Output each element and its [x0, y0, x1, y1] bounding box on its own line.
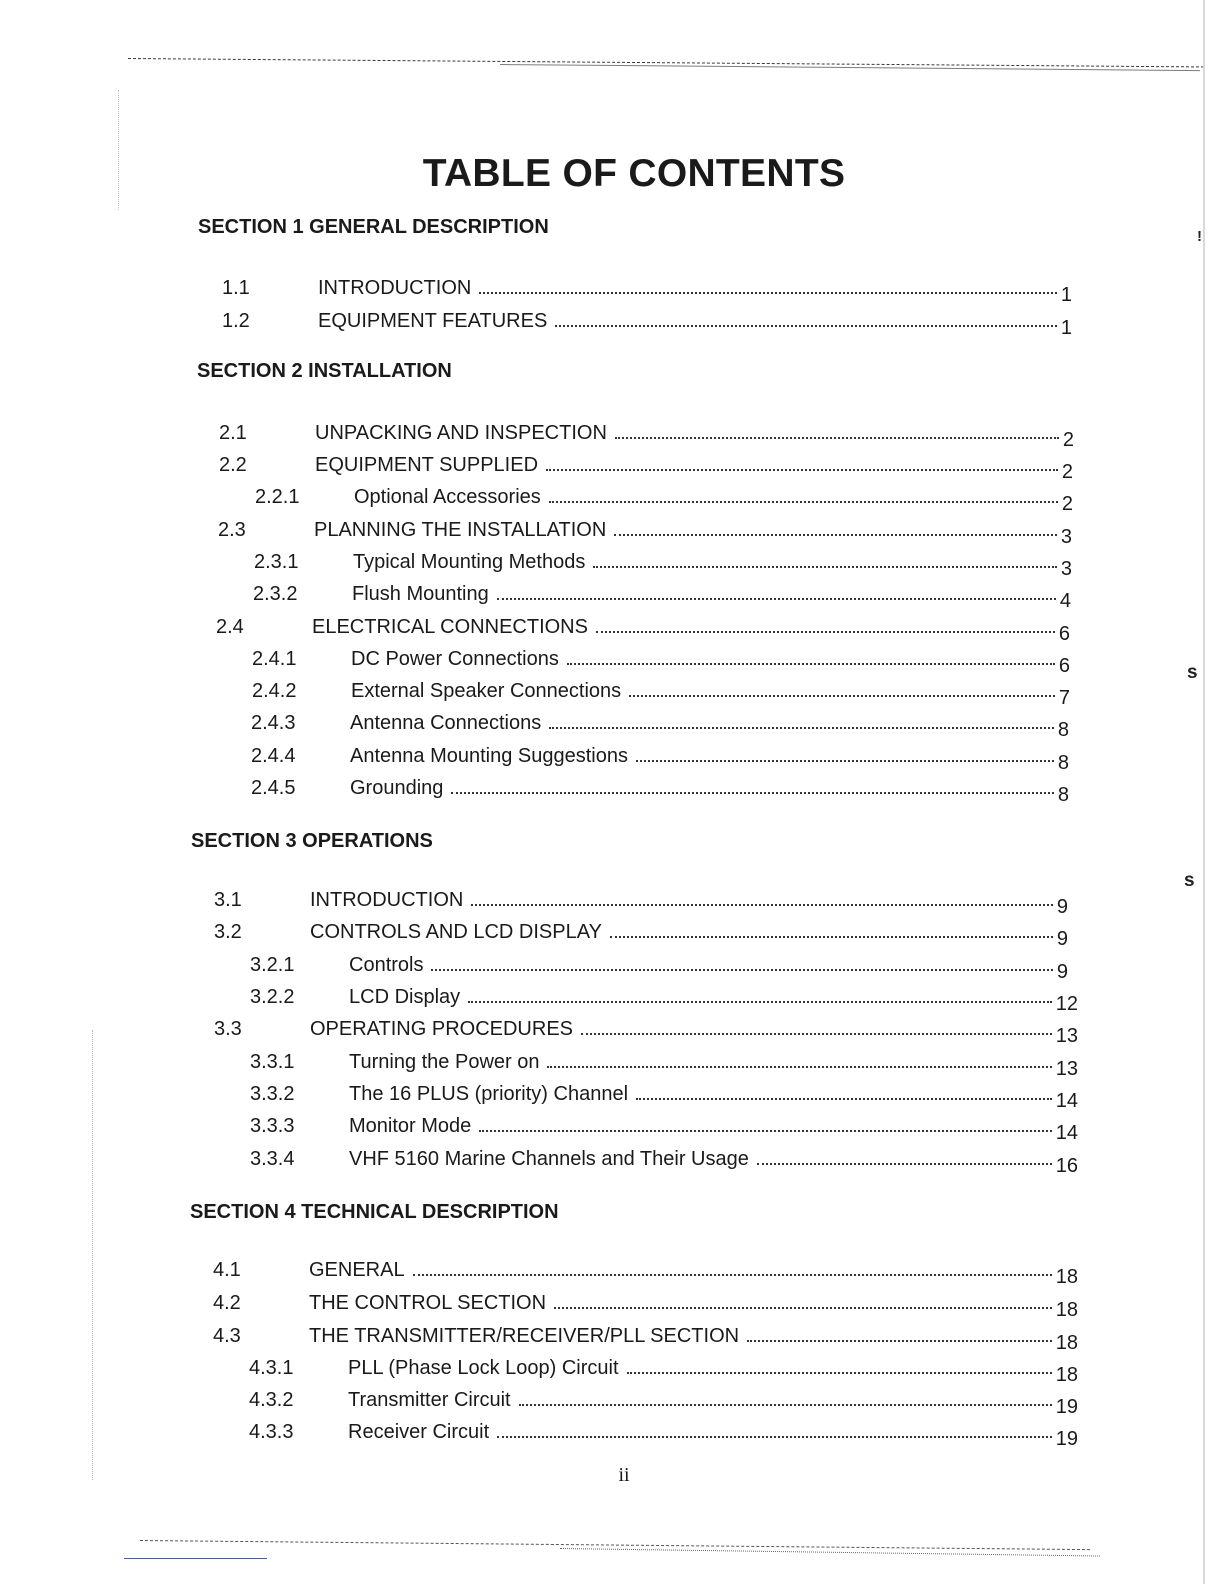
- entry-page: 13: [1055, 1025, 1078, 1047]
- entry-page: 6: [1058, 655, 1070, 677]
- entry-title: CONTROLS AND LCD DISPLAY: [310, 921, 602, 943]
- section-heading: SECTION 4 TECHNICAL DESCRIPTION: [190, 1201, 559, 1223]
- section-heading: SECTION 2 INSTALLATION: [197, 360, 452, 382]
- toc-entry[interactable]: [249, 1386, 1078, 1418]
- toc-entry[interactable]: [249, 1354, 1078, 1386]
- entry-title: Optional Accessories: [354, 486, 541, 508]
- toc-entry[interactable]: [252, 645, 1070, 677]
- dot-leader: [497, 1436, 1052, 1438]
- entry-page: 2: [1061, 493, 1073, 515]
- entry-number: 3.3.1: [250, 1051, 295, 1073]
- entry-title: INTRODUCTION: [318, 277, 472, 299]
- entry-number: 3.1: [214, 889, 242, 911]
- entry-title: The 16 PLUS (priority) Channel: [349, 1083, 629, 1105]
- entry-page: 13: [1055, 1058, 1078, 1080]
- entry-title: Antenna Mounting Suggestions: [350, 745, 628, 767]
- entry-number: 3.3.3: [250, 1115, 295, 1137]
- dot-leader: [747, 1340, 1052, 1342]
- entry-title: PLANNING THE INSTALLATION: [314, 519, 607, 541]
- entry-page: 6: [1058, 623, 1070, 645]
- toc-entry[interactable]: [255, 483, 1073, 515]
- edge-mark-s-1: s: [1187, 662, 1198, 683]
- entry-page: 18: [1055, 1266, 1078, 1288]
- toc-entry[interactable]: [251, 709, 1069, 741]
- entry-page: 12: [1055, 993, 1078, 1015]
- entry-page: 1: [1060, 317, 1072, 339]
- entry-page: 19: [1055, 1396, 1078, 1418]
- dot-leader: [471, 904, 1053, 906]
- dot-leader: [479, 1130, 1051, 1132]
- dot-leader: [567, 663, 1055, 665]
- dot-leader: [555, 325, 1057, 327]
- entry-title: External Speaker Connections: [351, 680, 622, 702]
- page-title: TABLE OF CONTENTS: [422, 152, 846, 195]
- toc-entry[interactable]: [214, 918, 1068, 950]
- entry-title: GENERAL: [309, 1259, 405, 1281]
- toc-entry[interactable]: [250, 1112, 1078, 1144]
- entry-page: 9: [1056, 896, 1068, 918]
- scan-artifact-blue-rule: [124, 1558, 267, 1559]
- entry-page: 14: [1055, 1090, 1078, 1112]
- toc-entry[interactable]: [214, 1015, 1078, 1047]
- toc-entry[interactable]: [213, 1289, 1078, 1321]
- toc-entry[interactable]: [253, 580, 1071, 612]
- entry-page: 7: [1058, 687, 1070, 709]
- entry-number: 2.4.5: [251, 777, 296, 799]
- scan-artifact-margin: [92, 1030, 103, 1480]
- entry-title: Controls: [349, 954, 424, 976]
- entry-title: OPERATING PROCEDURES: [310, 1018, 573, 1040]
- entry-page: 9: [1056, 928, 1068, 950]
- entry-number: 2.2: [219, 454, 247, 476]
- entry-number: 2.4.3: [251, 712, 296, 734]
- entry-number: 4.1: [213, 1259, 241, 1281]
- dot-leader: [610, 936, 1053, 938]
- entry-title: Monitor Mode: [349, 1115, 472, 1137]
- entry-page: 2: [1061, 461, 1073, 483]
- entry-title: ELECTRICAL CONNECTIONS: [312, 616, 588, 638]
- dot-leader: [497, 598, 1056, 600]
- entry-page: 9: [1056, 961, 1068, 983]
- entry-title: Antenna Connections: [350, 712, 542, 734]
- entry-page: 18: [1055, 1364, 1078, 1386]
- toc-entry[interactable]: [219, 451, 1073, 483]
- entry-page: 8: [1057, 784, 1069, 806]
- entry-page: 14: [1055, 1122, 1078, 1144]
- dot-leader: [451, 792, 1053, 794]
- dot-leader: [636, 1098, 1052, 1100]
- entry-title: THE TRANSMITTER/RECEIVER/PLL SECTION: [309, 1325, 740, 1347]
- entry-number: 2.4.4: [251, 745, 296, 767]
- toc-entry[interactable]: [250, 951, 1068, 983]
- entry-number: 2.2.1: [255, 486, 300, 508]
- entry-page: 19: [1055, 1428, 1078, 1450]
- entry-number: 4.3.1: [249, 1357, 294, 1379]
- dot-leader: [757, 1163, 1052, 1165]
- entry-number: 1.1: [222, 277, 250, 299]
- entry-number: 2.3: [218, 519, 246, 541]
- entry-page: 2: [1062, 429, 1074, 451]
- entry-number: 3.3.4: [250, 1148, 295, 1170]
- entry-number: 3.3.2: [250, 1083, 295, 1105]
- section-heading: SECTION 3 OPERATIONS: [191, 830, 433, 852]
- entry-page: 18: [1055, 1332, 1078, 1354]
- edge-mark-exclaim: !: [1197, 228, 1202, 245]
- dot-leader: [431, 969, 1052, 971]
- entry-number: 3.2.2: [250, 986, 295, 1008]
- toc-entry[interactable]: [222, 274, 1072, 306]
- entry-title: Typical Mounting Methods: [353, 551, 586, 573]
- dot-leader: [554, 1307, 1052, 1309]
- entry-number: 3.2: [214, 921, 242, 943]
- dot-leader: [596, 631, 1055, 633]
- section-heading: SECTION 1 GENERAL DESCRIPTION: [198, 216, 549, 238]
- toc-entry[interactable]: [249, 1418, 1078, 1450]
- dot-leader: [636, 760, 1054, 762]
- toc-entry[interactable]: [219, 419, 1074, 451]
- entry-page: 18: [1055, 1299, 1078, 1321]
- entry-title: EQUIPMENT SUPPLIED: [315, 454, 539, 476]
- toc-entry[interactable]: [250, 1048, 1078, 1080]
- entry-title: Transmitter Circuit: [348, 1389, 511, 1411]
- dot-leader: [629, 695, 1055, 697]
- dot-leader: [468, 1001, 1052, 1003]
- entry-number: 1.2: [222, 310, 250, 332]
- toc-entry[interactable]: [250, 983, 1078, 1015]
- dot-leader: [546, 469, 1058, 471]
- entry-number: 3.2.1: [250, 954, 295, 976]
- entry-number: 3.3: [214, 1018, 242, 1040]
- toc-entry[interactable]: [254, 548, 1072, 580]
- entry-number: 4.2: [213, 1292, 241, 1314]
- toc-entry[interactable]: [252, 677, 1070, 709]
- entry-title: Turning the Power on: [349, 1051, 540, 1073]
- dot-leader: [627, 1372, 1052, 1374]
- entry-number: 2.3.1: [254, 551, 299, 573]
- dot-leader: [547, 1066, 1051, 1068]
- dot-leader: [549, 501, 1058, 503]
- dot-leader: [519, 1404, 1052, 1406]
- dot-leader: [549, 727, 1054, 729]
- entry-page: 4: [1059, 590, 1071, 612]
- entry-number: 4.3.2: [249, 1389, 294, 1411]
- toc-entry[interactable]: [213, 1322, 1078, 1354]
- entry-title: THE CONTROL SECTION: [309, 1292, 547, 1314]
- entry-page: 1: [1060, 284, 1072, 306]
- entry-title: DC Power Connections: [351, 648, 559, 670]
- entry-title: Flush Mounting: [352, 583, 489, 605]
- toc-entry[interactable]: [218, 516, 1072, 548]
- toc-entry[interactable]: [214, 886, 1068, 918]
- entry-title: VHF 5160 Marine Channels and Their Usage: [349, 1148, 749, 1170]
- entry-page: 8: [1057, 752, 1069, 774]
- entry-title: UNPACKING AND INSPECTION: [315, 422, 607, 444]
- entry-number: 4.3.3: [249, 1421, 294, 1443]
- entry-page: 16: [1055, 1155, 1078, 1177]
- entry-number: 4.3: [213, 1325, 241, 1347]
- entry-title: Receiver Circuit: [348, 1421, 490, 1443]
- entry-title: EQUIPMENT FEATURES: [318, 310, 548, 332]
- toc-entry[interactable]: [251, 742, 1069, 774]
- entry-title: LCD Display: [349, 986, 461, 1008]
- entry-page: 3: [1060, 526, 1072, 548]
- dot-leader: [581, 1033, 1052, 1035]
- entry-number: 2.4.1: [252, 648, 297, 670]
- page-number: ii: [618, 1464, 630, 1486]
- toc-entry[interactable]: [213, 1256, 1078, 1288]
- entry-title: INTRODUCTION: [310, 889, 464, 911]
- toc-entry[interactable]: [216, 613, 1070, 645]
- dot-leader: [413, 1274, 1052, 1276]
- entry-number: 2.1: [219, 422, 247, 444]
- edge-mark-s-2: s: [1184, 870, 1195, 891]
- entry-page: 8: [1057, 719, 1069, 741]
- entry-number: 2.4.2: [252, 680, 297, 702]
- toc-entry[interactable]: [250, 1080, 1078, 1112]
- entry-number: 2.4: [216, 616, 244, 638]
- dot-leader: [614, 534, 1057, 536]
- toc-entry[interactable]: [250, 1145, 1078, 1177]
- entry-page: 3: [1060, 558, 1072, 580]
- entry-number: 2.3.2: [253, 583, 298, 605]
- dot-leader: [479, 292, 1057, 294]
- toc-entry[interactable]: [251, 774, 1069, 806]
- dot-leader: [615, 437, 1059, 439]
- toc-entry[interactable]: [222, 307, 1072, 339]
- entry-title: PLL (Phase Lock Loop) Circuit: [348, 1357, 619, 1379]
- entry-title: Grounding: [350, 777, 444, 799]
- scan-artifact-right-edge: [1203, 0, 1205, 1584]
- dot-leader: [593, 566, 1057, 568]
